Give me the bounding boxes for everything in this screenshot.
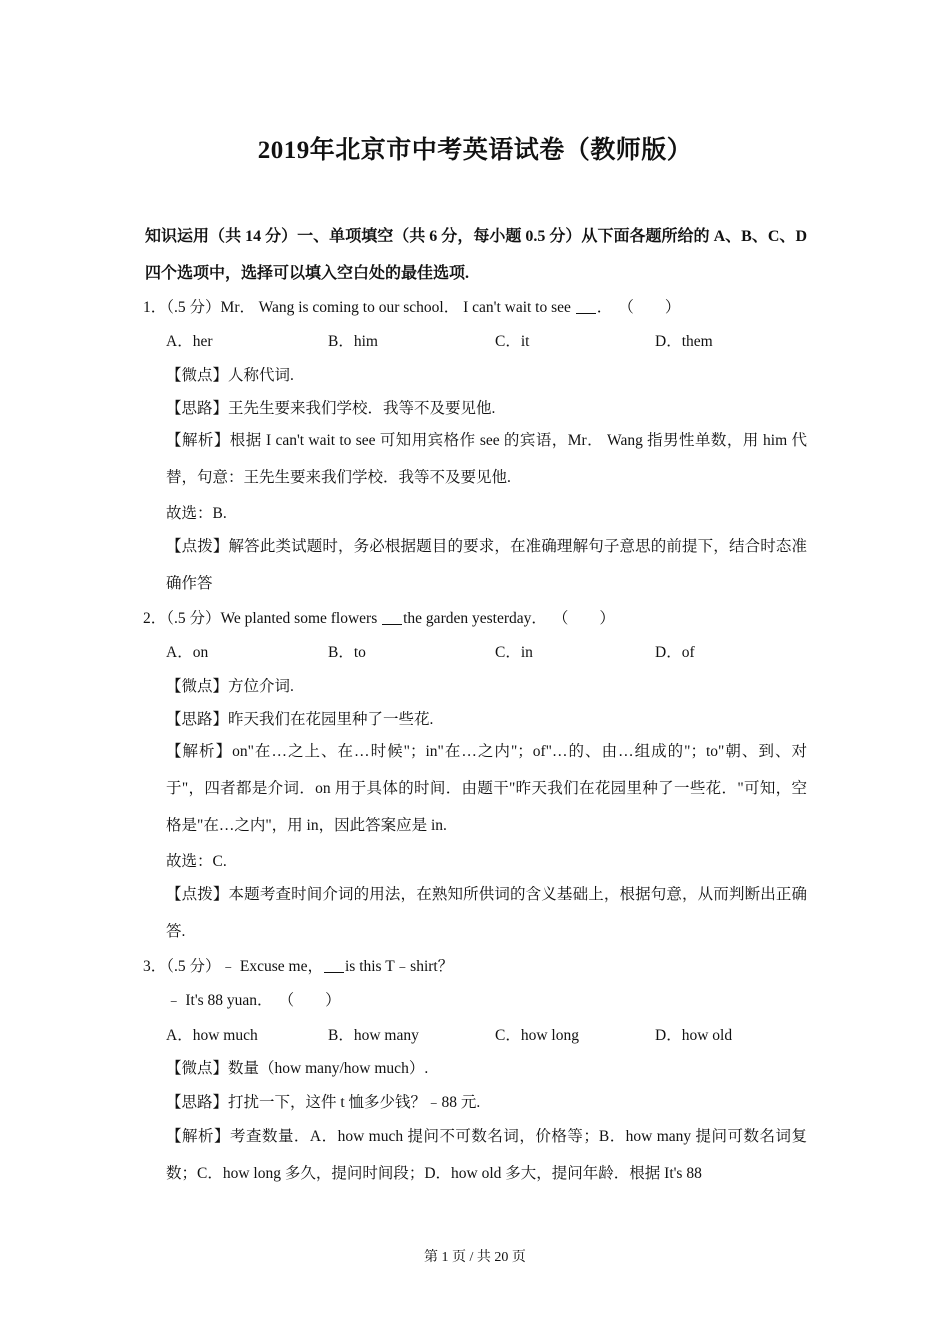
answer-paren: （ ） [278, 992, 341, 1009]
question-2-stem [143, 607, 615, 631]
option-c: C．it [495, 333, 530, 350]
question-text-end: ． [596, 299, 613, 316]
question-text-end: is this T﹣shirt？ [344, 958, 454, 975]
question-text-end: the garden yesterday． [403, 610, 547, 627]
weidian-note: 【微点】人称代词. [166, 367, 294, 384]
silu-note: 【思路】打扰一下，这件 t 恤多少钱？﹣88 元. [166, 1094, 481, 1111]
jiexi-note: 【解析】考查数量．A．how much 提问不可数名词，价格等；B．how many 提问可数名词复数；C．how long 多久，提问时间段；D．how old 多大，提问年龄．根据 It's 88 [166, 1128, 807, 1182]
option-b: B．how many [328, 1027, 419, 1044]
option-c: C．how long [495, 1027, 579, 1044]
question-3-stem [143, 955, 453, 979]
question-number: 3． [143, 958, 167, 975]
option-b: B．him [328, 333, 378, 350]
page-title: 2019年北京市中考英语试卷（教师版） [257, 137, 693, 164]
option-d: D．them [655, 333, 713, 350]
question-1-stem [143, 296, 680, 320]
answer-line: 故选：B. [166, 505, 227, 522]
question-text: ﹣ Excuse me， [220, 958, 323, 975]
question-number: 2． [143, 610, 167, 627]
question-score: （.5 分） [166, 610, 221, 627]
silu-note: 【思路】昨天我们在花园里种了一些花. [166, 711, 434, 728]
answer-blank [576, 298, 596, 314]
option-a: A．her [166, 333, 213, 350]
question-3-reply [166, 989, 341, 1013]
answer-line: 故选：C. [166, 853, 227, 870]
answer-blank [382, 609, 402, 625]
question-score: （.5 分） [166, 299, 221, 316]
section-heading: 知识运用（共 14 分）一、单项填空（共 6 分，每小题 0.5 分）从下面各题所给的 A、B、C、D 四个选项中，选择可以填入空白处的最佳选项. [145, 228, 807, 282]
dianbo-note: 【点拨】解答此类试题时，务必根据题目的要求，在准确理解句子意思的前提下，结合时态准确作答 [166, 538, 807, 592]
weidian-note: 【微点】数量（how many/how much）. [166, 1060, 429, 1077]
page-footer: 第 1 页 / 共 20 页 [424, 1250, 526, 1265]
option-a: A．on [166, 644, 209, 661]
question-text: We planted some flowers [220, 610, 382, 627]
silu-note: 【思路】王先生要来我们学校．我等不及要见他. [166, 400, 496, 417]
option-a: A．how much [166, 1027, 258, 1044]
question-score: （.5 分） [166, 958, 221, 975]
jiexi-note: 【解析】根据 I can't wait to see 可知用宾格作 see 的宾语，Mr． Wang 指男性单数，用 him 代替，句意：王先生要来我们学校．我等不及要见他. [166, 432, 807, 486]
option-c: C．in [495, 644, 533, 661]
weidian-note: 【微点】方位介词. [166, 678, 294, 695]
question-text: Mr． Wang is coming to our school． I can't wait to see [220, 299, 575, 316]
option-b: B．to [328, 644, 366, 661]
reply-text: ﹣ It's 88 yuan． [166, 992, 273, 1009]
dianbo-note: 【点拨】本题考查时间介词的用法，在熟知所供词的含义基础上，根据句意，从而判断出正确答. [166, 886, 807, 940]
answer-paren: （ ） [618, 299, 681, 316]
question-number: 1． [143, 299, 167, 316]
answer-paren: （ ） [552, 610, 615, 627]
option-d: D．how old [655, 1027, 733, 1044]
jiexi-note: 【解析】on"在…之上、在…时候"；in"在…之内"；of"…的、由…组成的"；to"朝、到、对于"，四者都是介词．on 用于具体的时间．由题干"昨天我们在花园里种了一些花．"可知，空格是"在…之内"，用 in，因此答案应是 in. [166, 743, 807, 834]
answer-blank [324, 957, 344, 973]
option-d: D．of [655, 644, 695, 661]
